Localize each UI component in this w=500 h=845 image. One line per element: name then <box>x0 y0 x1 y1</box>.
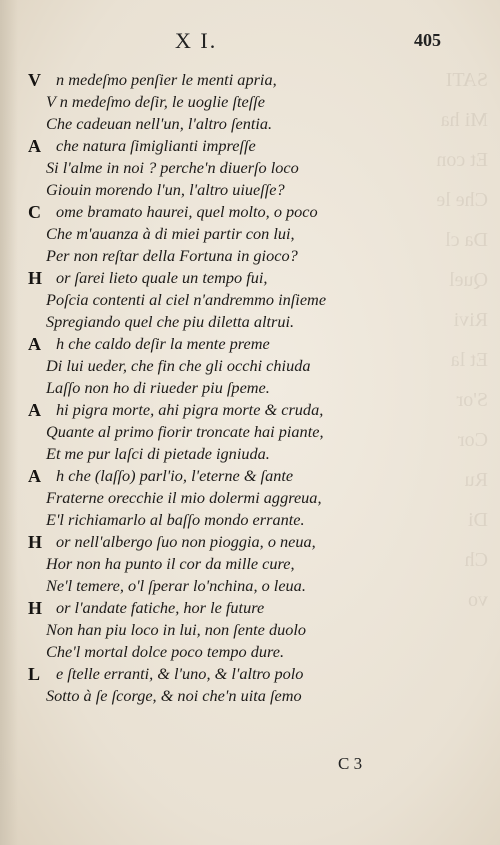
stanza-initial: H <box>28 532 43 552</box>
stanza-initial: A <box>28 400 41 420</box>
verse-line <box>28 289 378 311</box>
show-through-word: S'or <box>456 389 488 411</box>
verse-text: or ſarei lieto quale un tempo fui, <box>56 268 268 287</box>
verse-text: Sotto à ſe ſcorge, & noi che'n uita ſemo <box>46 686 302 705</box>
verse-line <box>28 619 378 641</box>
verse-line <box>28 377 378 399</box>
show-through-word: vo <box>468 589 488 611</box>
show-through-word: Di <box>468 509 488 531</box>
verse-line <box>28 685 378 707</box>
verse-line <box>28 399 378 421</box>
show-through-word: SATI <box>445 69 488 91</box>
verse-text: Laſſo non ho di riueder piu ſpeme. <box>46 378 270 397</box>
running-header <box>0 26 500 56</box>
verse-line <box>28 267 378 289</box>
verse-line <box>28 575 378 597</box>
verse-text: Ne'l temere, o'l ſperar lo'nchina, o leua. <box>46 576 306 595</box>
verse-text: Che m'auanza à di miei partir con lui, <box>46 224 295 243</box>
show-through-word: Et la <box>450 349 488 371</box>
verse-text: Non han piu loco in lui, non ſente duolo <box>46 620 307 639</box>
verse-line <box>28 223 378 245</box>
verse-text: Fraterne orecchie il mio dolermi aggreua, <box>46 488 322 507</box>
verse-line <box>28 69 378 91</box>
verse-text: ome bramato haurei, quel molto, o poco <box>56 202 318 221</box>
page-gutter-shadow <box>0 0 18 845</box>
verse-line <box>28 465 378 487</box>
verse-line <box>28 553 378 575</box>
verse-line <box>28 179 378 201</box>
verse-line <box>28 311 378 333</box>
verse-text: Che cadeuan nell'un, l'altro ſentia. <box>46 114 273 133</box>
poem-text <box>28 69 378 707</box>
show-through-word: Mi ha <box>440 109 488 131</box>
verse-text: V n medeſmo deſir, le uoglie ſteſſe <box>46 92 265 111</box>
verse-text: che natura ſimiglianti impreſſe <box>56 136 256 155</box>
show-through-word: Da cl <box>445 229 488 251</box>
verse-line <box>28 245 378 267</box>
verse-text: E'l richiamarlo al baſſo mondo errante. <box>46 510 305 529</box>
verse-text: Che'l mortal dolce poco tempo dure. <box>46 642 285 661</box>
verse-text: Poſcia contenti al ciel n'andremmo inſieme <box>46 290 327 309</box>
verse-text: e ſtelle erranti, & l'uno, & l'altro polo <box>56 664 304 683</box>
verse-text: h che (laſſo) parl'io, l'eterne & ſante <box>56 466 294 485</box>
verse-line <box>28 663 378 685</box>
page-number: 405 <box>414 30 441 50</box>
verse-line <box>28 443 378 465</box>
stanza-initial: C <box>28 202 41 222</box>
verse-text: or nell'albergo ſuo non pioggia, o neua, <box>56 532 316 551</box>
verse-line <box>28 421 378 443</box>
verse-line <box>28 597 378 619</box>
stanza-initial: H <box>28 268 43 288</box>
stanza-initial: A <box>28 466 41 486</box>
stanza-initial: A <box>28 136 41 156</box>
verse-text: Si l'alme in noi ? perche'n diuerſo loco <box>46 158 299 177</box>
show-through-word: Quel <box>449 269 488 291</box>
verse-line <box>28 157 378 179</box>
stanza-initial: A <box>28 334 41 354</box>
verse-text: h che caldo deſir la mente preme <box>56 334 270 353</box>
show-through-word: Cor <box>458 429 488 451</box>
show-through-word: Rivi <box>453 309 488 331</box>
verse-text: Di lui ueder, che fin che gli occhi chiuda <box>46 356 311 375</box>
verse-line <box>28 355 378 377</box>
verse-text: Giouin morendo l'un, l'altro uiueſſe? <box>46 180 285 199</box>
stanza-initial: V <box>28 70 41 90</box>
verse-line <box>28 113 378 135</box>
show-through-word: Ru <box>464 469 488 491</box>
verse-line <box>28 641 378 663</box>
chapter-heading: X I. <box>175 28 218 53</box>
verse-line <box>28 531 378 553</box>
verse-line <box>28 91 378 113</box>
verse-text: Per non reſtar della Fortuna in gioco? <box>46 246 298 265</box>
show-through-text <box>378 60 488 760</box>
verse-line <box>28 487 378 509</box>
verse-text: Spregiando quel che piu diletta altrui. <box>46 312 295 331</box>
verse-text: hi pigra morte, ahi pigra morte & cruda, <box>56 400 324 419</box>
verse-line <box>28 135 378 157</box>
show-through-word: Che le <box>436 189 488 211</box>
verse-line <box>28 509 378 531</box>
verse-line <box>28 333 378 355</box>
show-through-word: Et con <box>436 149 488 171</box>
verse-text: Quante al primo fiorir troncate hai piante, <box>46 422 324 441</box>
verse-line <box>28 201 378 223</box>
verse-text: Hor non ha punto il cor da mille cure, <box>46 554 295 573</box>
stanza-initial: H <box>28 598 43 618</box>
verse-text: or l'andate fatiche, hor le future <box>56 598 265 617</box>
stanza-initial: L <box>28 664 41 684</box>
verse-text: Et me pur laſci di pietade igniuda. <box>46 444 270 463</box>
show-through-word: Ch <box>464 549 488 571</box>
catchword: C 3 <box>338 754 363 773</box>
verse-text: n medeſmo penſier le menti apria, <box>56 70 277 89</box>
